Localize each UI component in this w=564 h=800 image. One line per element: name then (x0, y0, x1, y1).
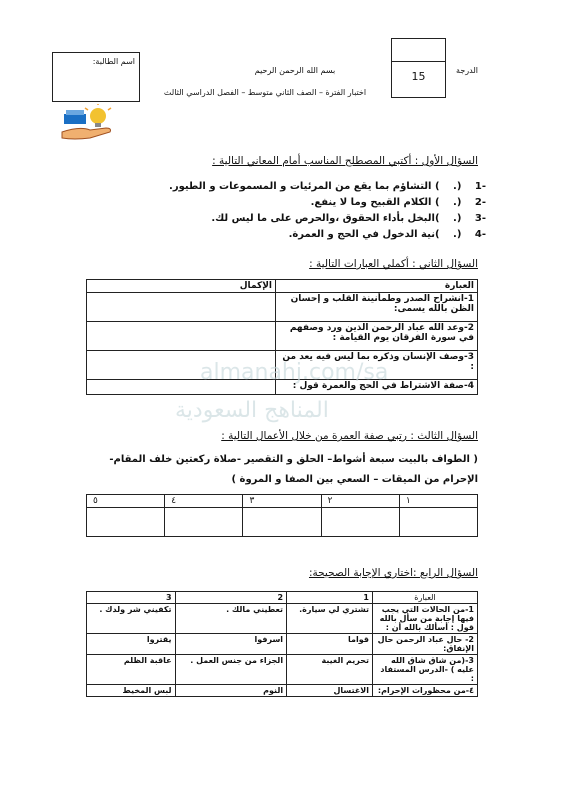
q1-item-blank: (. (453, 197, 462, 208)
q3-instructions: ( الطواف بالبيت سبعة أشواط– الحلق و التقصير -صلاة ركعتين خلف المقام- الإحرام من الميقات – السعي بين الصفا و المروة ) (109, 454, 478, 485)
q4-phrase: ٤-من محظورات الإحرام: (373, 685, 478, 697)
q4-option[interactable]: اسرفوا (175, 634, 287, 655)
q2-phrase: 2-وعد الله عباد الرحمن الذين ورد وصفهم في سورة الفرقان يوم القيامة : (276, 322, 478, 351)
basmala: بسم الله الرحمن الرحيم (254, 66, 336, 75)
q2-title: السؤال الثاني : أكملي العبارات التالية : (309, 258, 478, 270)
table-row (87, 293, 478, 322)
q4-header-option: 3 (87, 592, 176, 604)
q4-option[interactable]: يقتروا (87, 634, 176, 655)
q3-column-number: ٢ (321, 495, 399, 508)
q4-option[interactable]: الجزاء من جنس العمل . (175, 655, 287, 685)
table-row (87, 634, 478, 655)
q3-answer-cell[interactable] (321, 508, 399, 537)
q4-title: السؤال الرابع :اختاري الإجابة الصحيحة: (308, 567, 478, 579)
q1-item-num: -3 (474, 213, 486, 224)
q4-option[interactable]: تعطيني مالك . (175, 604, 287, 634)
hand-lightbulb-icon (60, 104, 118, 142)
q3-column-number: ١ (399, 495, 477, 508)
q2-header-phrase: العبارة (276, 280, 478, 293)
table-row (87, 508, 478, 537)
watermark-url: almanahj.com/sa (200, 360, 389, 385)
q4-option[interactable]: قواما (287, 634, 373, 655)
table-row (87, 604, 478, 634)
q3-title: السؤال الثالث : رتبي صفة العمرة من خلال الأعمال التالية : (221, 430, 478, 442)
student-name-box (52, 52, 140, 102)
q2-phrase: 4-صفة الاشتراط في الحج والعمرة قول : (276, 380, 478, 395)
q1-item-blank: (. (453, 213, 462, 224)
q1-item-num: -1 (474, 181, 486, 192)
q1-item (66, 229, 486, 240)
q1-item-num: -2 (474, 197, 486, 208)
q4-option[interactable]: تكفيني شر ولدك . (87, 604, 176, 634)
q4-header-option: 2 (175, 592, 287, 604)
table-header-row (87, 592, 478, 604)
q1-item-text: )نية الدخول في الحج و العمرة. (288, 229, 440, 240)
q4-option[interactable]: النوم (175, 685, 287, 697)
q4-header-option: 1 (287, 592, 373, 604)
q4-option[interactable]: لبس المخيط (87, 685, 176, 697)
grade-label: الدرجة (456, 66, 478, 75)
table-row (87, 685, 478, 697)
q3-answer-cell[interactable] (243, 508, 321, 537)
q4-phrase: 3-(من شاق شاق الله عليه ) -الدرس المستفاد : (373, 655, 478, 685)
q3-column-number: ٣ (243, 495, 321, 508)
q1-item (66, 197, 486, 208)
q2-header-completion: الإكمال (87, 280, 276, 293)
q4-option[interactable]: عاقبة الظلم (87, 655, 176, 685)
q1-item-text: )البخل بأداء الحقوق ،والحرص على ما ليس لك. (211, 213, 440, 224)
watermark-text: المناهج السعودية (175, 398, 329, 423)
q1-item (66, 181, 486, 192)
q4-phrase: 1-من الحالات التي يجب فيها إجابة من سأل بالله قول : أسألك بالله أن : (373, 604, 478, 634)
q3-column-number: ٤ (165, 495, 243, 508)
q4-header-phrase: العبارة (373, 592, 478, 604)
grade-divider (392, 61, 445, 62)
q3-column-number: ٥ (87, 495, 165, 508)
q1-item (66, 213, 486, 224)
q3-answer-cell[interactable] (87, 508, 165, 537)
table-header-row (87, 495, 478, 508)
grade-box (391, 38, 446, 98)
q4-option[interactable]: تحريم الغيبة (287, 655, 373, 685)
exam-subtitle: اختبار الفترة – الصف الثاني متوسط – الفصل الدراسي الثالث (163, 88, 367, 97)
q1-item-num: -4 (474, 229, 486, 240)
grade-value: 15 (411, 70, 426, 83)
table-header-row (87, 280, 478, 293)
q2-answer-cell[interactable] (87, 322, 276, 351)
q4-table (86, 591, 478, 697)
q4-option[interactable]: تشتري لي سيارة. (287, 604, 373, 634)
q3-answer-cell[interactable] (165, 508, 243, 537)
q2-answer-cell[interactable] (87, 293, 276, 322)
q1-item-blank: (. (453, 181, 462, 192)
q3-answer-cell[interactable] (399, 508, 477, 537)
q1-item-text: ) التشاؤم بما يقع من المرئيات و المسموعات و الطيور. (169, 181, 440, 192)
q3-order-table (86, 494, 478, 537)
q2-phrase: 1-انشراح الصدر وطمأنينة القلب و إحسان الظن بالله يسمى: (276, 293, 478, 322)
q4-phrase: 2- حال عباد الرحمن حال الإنفاق: (373, 634, 478, 655)
q2-phrase: 3-وصف الإنسان وذكره بما ليس فيه يعد من : (276, 351, 478, 380)
q1-title: السؤال الأول : أكتبي المصطلح المناسب أمام المعاني التالية : (212, 155, 478, 167)
q1-item-blank: (. (453, 229, 462, 240)
table-row (87, 655, 478, 685)
table-row (87, 322, 478, 351)
q4-option[interactable]: الاغتسال (287, 685, 373, 697)
student-name-label: اسم الطالبة: (92, 57, 135, 66)
q1-item-text: ) الكلام القبيح وما لا ينفع. (310, 197, 440, 208)
